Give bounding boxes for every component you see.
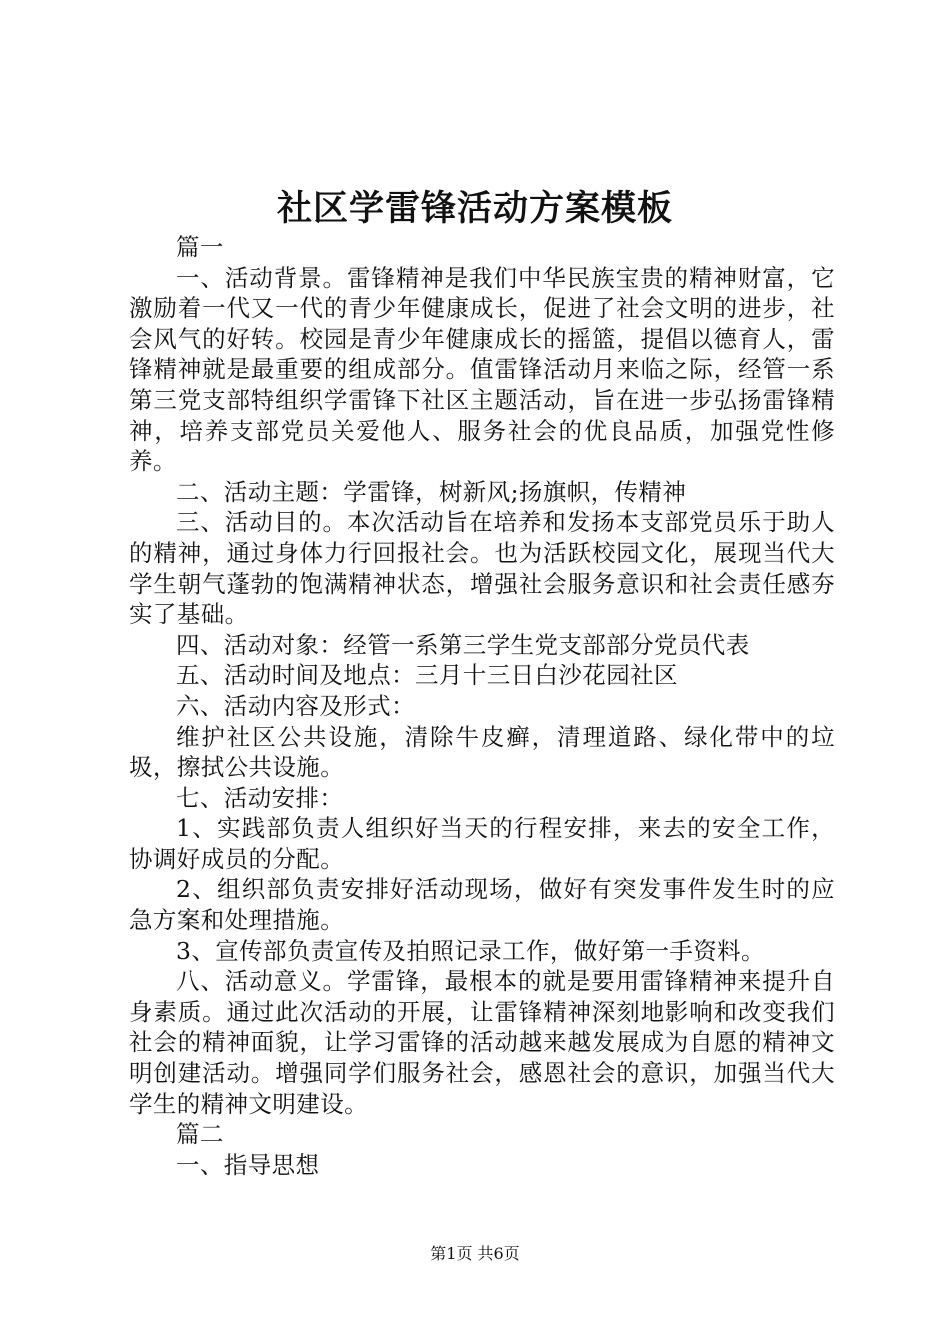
paragraph: 2、组织部负责安排好活动现场，做好有突发事件发生时的应急方案和处理措施。 — [129, 875, 835, 935]
paragraph: 八、活动意义。学雷锋，最根本的就是要用雷锋精神来提升自身素质。通过此次活动的开展，让雷锋精神深刻地影响和改变我们社会的精神面貌，让学习雷锋的活动越来越发展成为自愿的精神文明创建活动。增强同学们服务社会，感恩社会的意识，加强当代大学生的精神文明建设。 — [129, 967, 835, 1118]
paragraph: 四、活动对象：经管一系第三学生党支部部分党员代表 — [176, 630, 750, 659]
paragraph: 五、活动时间及地点：三月十三日白沙花园社区 — [176, 661, 678, 690]
paragraph: 维护社区公共设施，清除牛皮癣，清理道路、绿化带中的垃圾，擦拭公共设施。 — [129, 722, 835, 782]
paragraph: 一、指导思想 — [176, 1150, 320, 1179]
paragraph: 3、宣传部负责宣传及拍照记录工作，做好第一手资料。 — [176, 936, 765, 965]
section-heading: 篇二 — [176, 1120, 224, 1149]
paragraph: 六、活动内容及形式： — [176, 691, 415, 720]
paragraph: 七、活动安排： — [176, 783, 344, 812]
document-body — [129, 232, 835, 1180]
paragraph: 二、活动主题：学雷锋，树新风;扬旗帜，传精神 — [176, 477, 687, 506]
paragraph: 三、活动目的。本次活动旨在培养和发扬本支部党员乐于助人的精神，通过身体力行回报社会。也为活跃校园文化，展现当代大学生朝气蓬勃的饱满精神状态，增强社会服务意识和社会责任感夯实了基础。 — [129, 508, 835, 629]
section-heading: 篇一 — [176, 233, 224, 261]
document-title: 社区学雷锋活动方案模板 — [276, 188, 673, 229]
paragraph: 1、实践部负责人组织好当天的行程安排，来去的安全工作，协调好成员的分配。 — [129, 814, 835, 873]
paragraph: 一、活动背景。雷锋精神是我们中华民族宝贵的精神财富，它激励着一代又一代的青少年健康成长，促进了社会文明的进步，社会风气的好转。校园是青少年健康成长的摇篮，提倡以德育人，雷锋精神就是最重要的组成部分。值雷锋活动月来临之际，经管一系第三党支部特组织学雷锋下社区主题活动，旨在进一步弘扬雷锋精神，培养支部党员关爱他人、服务社会的优良品质，加强党性修养。 — [129, 263, 835, 476]
page-footer: 第1页 共6页 — [430, 1244, 520, 1263]
